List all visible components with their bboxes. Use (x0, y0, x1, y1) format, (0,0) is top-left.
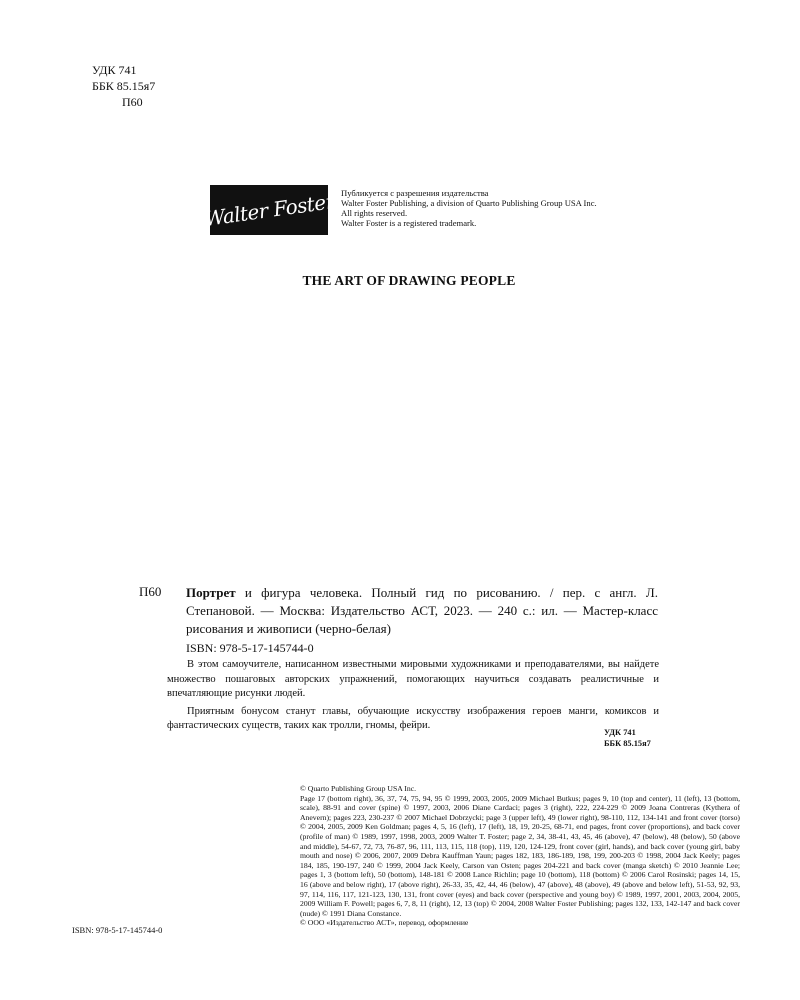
copyright-line: © ООО «Издательство АСТ», перевод, оформление (300, 918, 469, 928)
bibliographic-rest: и фигура человека. Полный гид по рисованию. / пер. с англ. Л. Степановой. — Москва: Издательство АСТ, 2023. — 240 с.: ил. — Мастер-класс рисования и живописи (черно-белая) (186, 585, 658, 636)
annotation-paragraph: Приятным бонусом станут главы, обучающие искусству изображения героев манги, комиксов и фантастических существ, таких как тролли, гномы, фейри. (167, 705, 659, 731)
classification-block (92, 62, 155, 110)
bibliographic-code: П60 (139, 584, 162, 599)
publisher-notice-line: Публикуется с разрешения издательства (341, 188, 489, 198)
copyright-line: © Quarto Publishing Group USA Inc. (300, 784, 417, 793)
udk-code: УДК 741 (92, 63, 137, 77)
original-title: THE ART OF DRAWING PEOPLE (302, 273, 516, 288)
bibliographic-description (186, 584, 658, 638)
publisher-notice (341, 188, 701, 228)
publisher-notice-line: All rights reserved. (341, 208, 408, 218)
annotation-paragraph: В этом самоучителе, написанном известными мировыми художниками и преподавателями, вы найдете множество пошаговых авторских упражнений, помогающих научиться создавать реалистичные и впечатляющие рисунки людей. (167, 659, 659, 699)
publisher-notice-line: Walter Foster is a registered trademark. (341, 218, 477, 228)
isbn-main: ISBN: 978-5-17-145744-0 (186, 641, 314, 655)
walter-foster-logo (202, 185, 336, 235)
logo-text: Walter Foster (202, 189, 336, 231)
copyright-credits: Page 17 (bottom right), 36, 37, 74, 75, 94, 95 © 1999, 2003, 2005, 2009 Michael Butkus; pages 9, 10 (top and center), 11 (left), 13 (bottom, scale), 88-91 and cover (spine) © 1997, 2003, 2006 Diane Cardaci; pages 3 (right), 222, 224-229 © 2009 Joana Contreras (Kythera of Anevern); pages 223, 230-237 © 2007 Michael Dobrzycki; page 3 (upper left), 49 (lower right), 98-110, 112, 134-141 and front cover (torso) © 2004, 2005, 2009 Ken Goldman; pages 4, 5, 16 (left), 17 (left), 18, 19, 20-25, 68-71, end pages, front cover (proportions), and back cover (profile of man) © 1989, 1997, 1998, 2003, 2009 Walter T. Foster; page 2, 34, 38-41, 43, 45, 46 (above), 47 (below), 48 (below), 50 (above and middle), 54-67, 72, 73, 76-87, 96, 111, 113, 115, 118 (top), 119, 120, 124-129, front cover (girl, hands), and back cover (young girl, baby mouth and nose) © 2006, 2007, 2009 Debra Kauffman Yaun; pages 182, 183, 186-189, 198, 199, 200-203 © 1998, 2004 Jack Keely; pages 184, 185, 190-197, 240 © 1999, 2004 Jack Keely, Carson van Osten; pages 204-221 and back cover (manga sketch) © 2010 Jeannie Lee; pages 1, 3 (bottom left), 50 (bottom), 148-181 © 2008 Lance Richlin; page 10 (bottom), 118 (bottom) © 2006 Carol Rosinski; pages 14, 15, 16 (above and below right), 17 (above right), 26-33, 35, 42, 44, 46 (below), 47 (above), 48 (above), 49 (above and below left), 51-53, 92, 93, 97, 114, 116, 117, 121-123, 130, 131, front cover (eyes) and back cover (perspective and young boy) © 1989, 1997, 2001, 2003, 2004, 2005, 2009 William F. Powell; pages 6, 7, 8, 11 (right), 12, 13 (top) © 2004, 2008 Walter Foster Publishing; pages 132, 133, 142-147 and back cover (nude) © 1991 Diana Constance. (300, 793, 740, 918)
classification-right (604, 728, 651, 749)
bibliographic-title: Портрет (186, 585, 236, 600)
bbk-code-right: ББК 85.15я7 (604, 738, 651, 748)
isbn-bottom: ISBN: 978-5-17-145744-0 (72, 925, 163, 935)
udk-code-right: УДК 741 (604, 728, 636, 737)
author-sign-code: П60 (122, 95, 143, 109)
annotation (167, 658, 659, 734)
bbk-code: ББК 85.15я7 (92, 79, 156, 93)
copyright-block (300, 784, 740, 928)
publisher-notice-line: Walter Foster Publishing, a division of Quarto Publishing Group USA Inc. (341, 198, 597, 208)
